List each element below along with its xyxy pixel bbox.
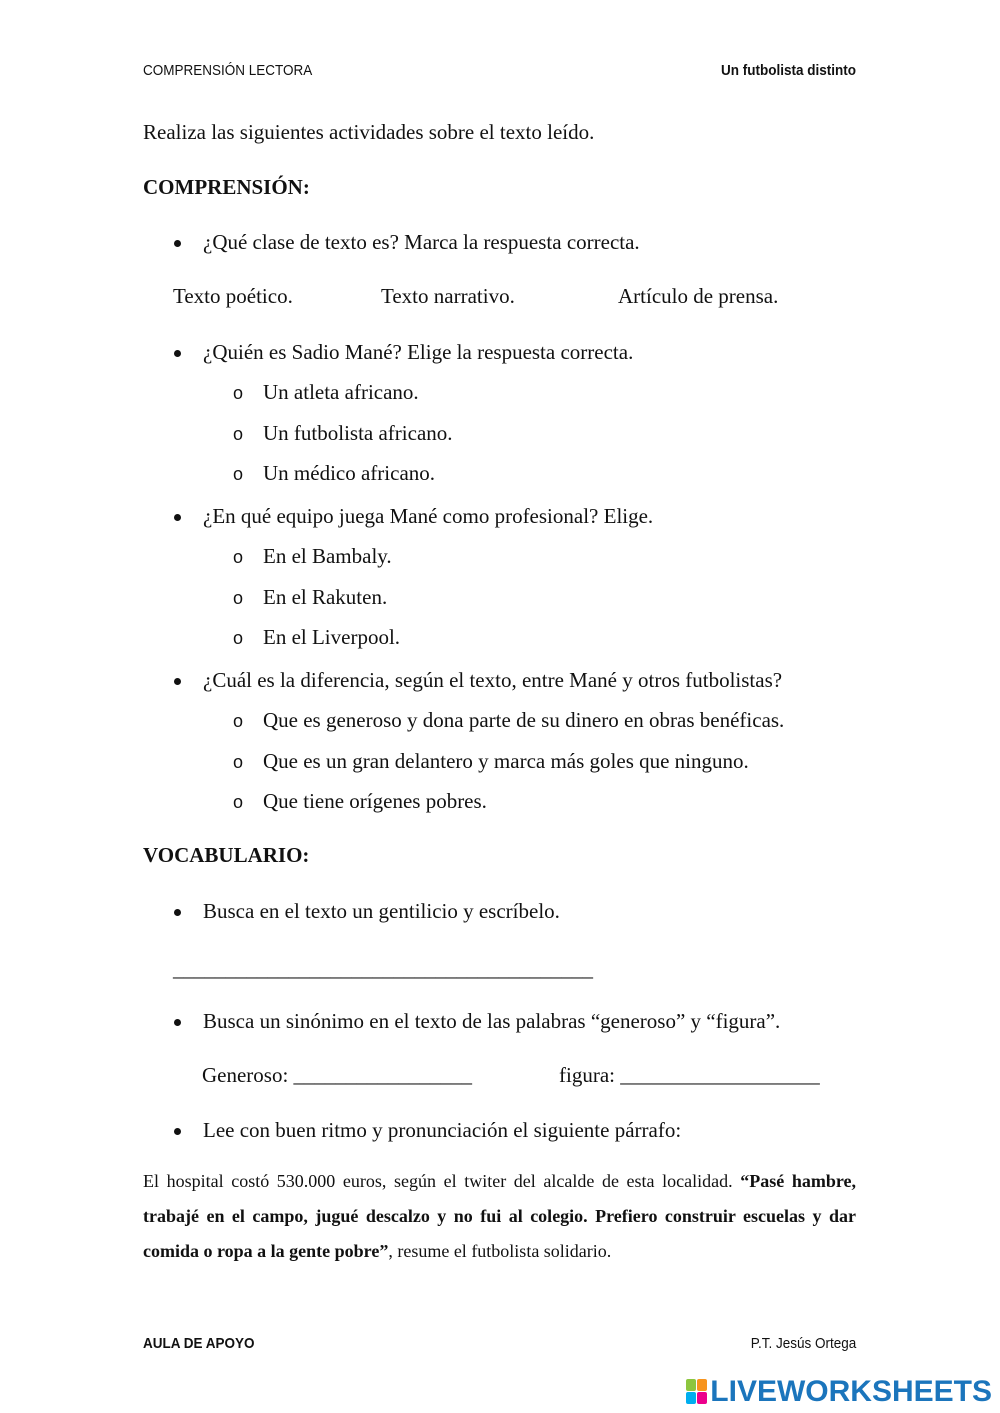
header-title-left: COMPRENSIÓN LECTORA xyxy=(143,62,313,79)
bullet-icon xyxy=(174,350,181,357)
option-circle-icon: o xyxy=(233,464,244,484)
vocabulario-heading: VOCABULARIO: xyxy=(143,843,310,867)
paragraph-text: El hospital costó 530.000 euros, según el twiter del alcalde de esta localidad. xyxy=(143,1171,741,1191)
bullet-icon xyxy=(174,240,181,247)
v3-question: Lee con buen ritmo y pronunciación el siguiente párrafo: xyxy=(203,1118,682,1142)
bullet-icon xyxy=(174,1128,181,1135)
q2-option-3[interactable]: Un médico africano. xyxy=(263,461,436,485)
option-circle-icon: o xyxy=(233,383,244,403)
paragraph-text-end: , resume el futbolista solidario. xyxy=(388,1241,612,1261)
q4-option-3[interactable]: Que tiene orígenes pobres. xyxy=(263,789,487,813)
q4-option-1[interactable]: Que es generoso y dona parte de su dinero en obras benéficas. xyxy=(263,708,785,732)
q4-question: ¿Cuál es la diferencia, según el texto, entre Mané y otros futbolistas? xyxy=(203,668,783,692)
header-title-right: Un futbolista distinto xyxy=(721,62,856,79)
q2-option-1[interactable]: Un atleta africano. xyxy=(263,380,419,404)
option-circle-icon: o xyxy=(233,752,244,772)
footer-left: AULA DE APOYO xyxy=(143,1335,255,1352)
q1-option-2[interactable]: Texto narrativo. xyxy=(381,284,515,308)
generoso-answer-field[interactable]: Generoso: _________________ xyxy=(202,1063,473,1087)
option-circle-icon: o xyxy=(233,711,244,731)
q1-option-1[interactable]: Texto poético. xyxy=(173,284,293,308)
option-circle-icon: o xyxy=(233,547,244,567)
footer-right: P.T. Jesús Ortega xyxy=(750,1335,856,1352)
option-circle-icon: o xyxy=(233,792,244,812)
figura-answer-field[interactable]: figura: ___________________ xyxy=(559,1063,820,1087)
reading-paragraph xyxy=(143,1164,856,1269)
intro-text: Realiza las siguientes actividades sobre el texto leído. xyxy=(143,120,595,144)
bullet-icon xyxy=(174,678,181,685)
q1-question: ¿Qué clase de texto es? Marca la respuesta correcta. xyxy=(203,230,640,254)
paragraph-quote: “Pasé hambre, trabajé en el campo, jugué descalzo y no fui al colegio. Prefiero construir escuelas y dar comida o ropa a la gente pobre” xyxy=(143,1171,856,1261)
q3-option-1[interactable]: En el Bambaly. xyxy=(263,544,392,568)
gentilicio-answer-field[interactable]: ________________________________________ xyxy=(173,957,593,981)
q2-question: ¿Quién es Sadio Mané? Elige la respuesta correcta. xyxy=(203,340,634,364)
option-circle-icon: o xyxy=(233,628,244,648)
bullet-icon xyxy=(174,1019,181,1026)
q2-option-2[interactable]: Un futbolista africano. xyxy=(263,421,453,445)
option-circle-icon: o xyxy=(233,588,244,608)
bullet-icon xyxy=(174,514,181,521)
q3-option-2[interactable]: En el Rakuten. xyxy=(263,585,388,609)
comprension-heading: COMPRENSIÓN: xyxy=(143,175,310,199)
option-circle-icon: o xyxy=(233,424,244,444)
q1-option-3[interactable]: Artículo de prensa. xyxy=(618,284,779,308)
q3-question: ¿En qué equipo juega Mané como profesional? Elige. xyxy=(203,504,654,528)
q4-option-2[interactable]: Que es un gran delantero y marca más goles que ninguno. xyxy=(263,749,749,773)
q3-option-3[interactable]: En el Liverpool. xyxy=(263,625,401,649)
v2-question: Busca un sinónimo en el texto de las palabras “generoso” y “figura”. xyxy=(203,1009,781,1033)
liveworksheets-logo-icon xyxy=(686,1379,708,1405)
v1-question: Busca en el texto un gentilicio y escríbelo. xyxy=(203,899,560,923)
bullet-icon xyxy=(174,909,181,916)
liveworksheets-watermark xyxy=(686,1372,992,1412)
liveworksheets-text: LIVEWORKSHEETS xyxy=(710,1375,992,1408)
